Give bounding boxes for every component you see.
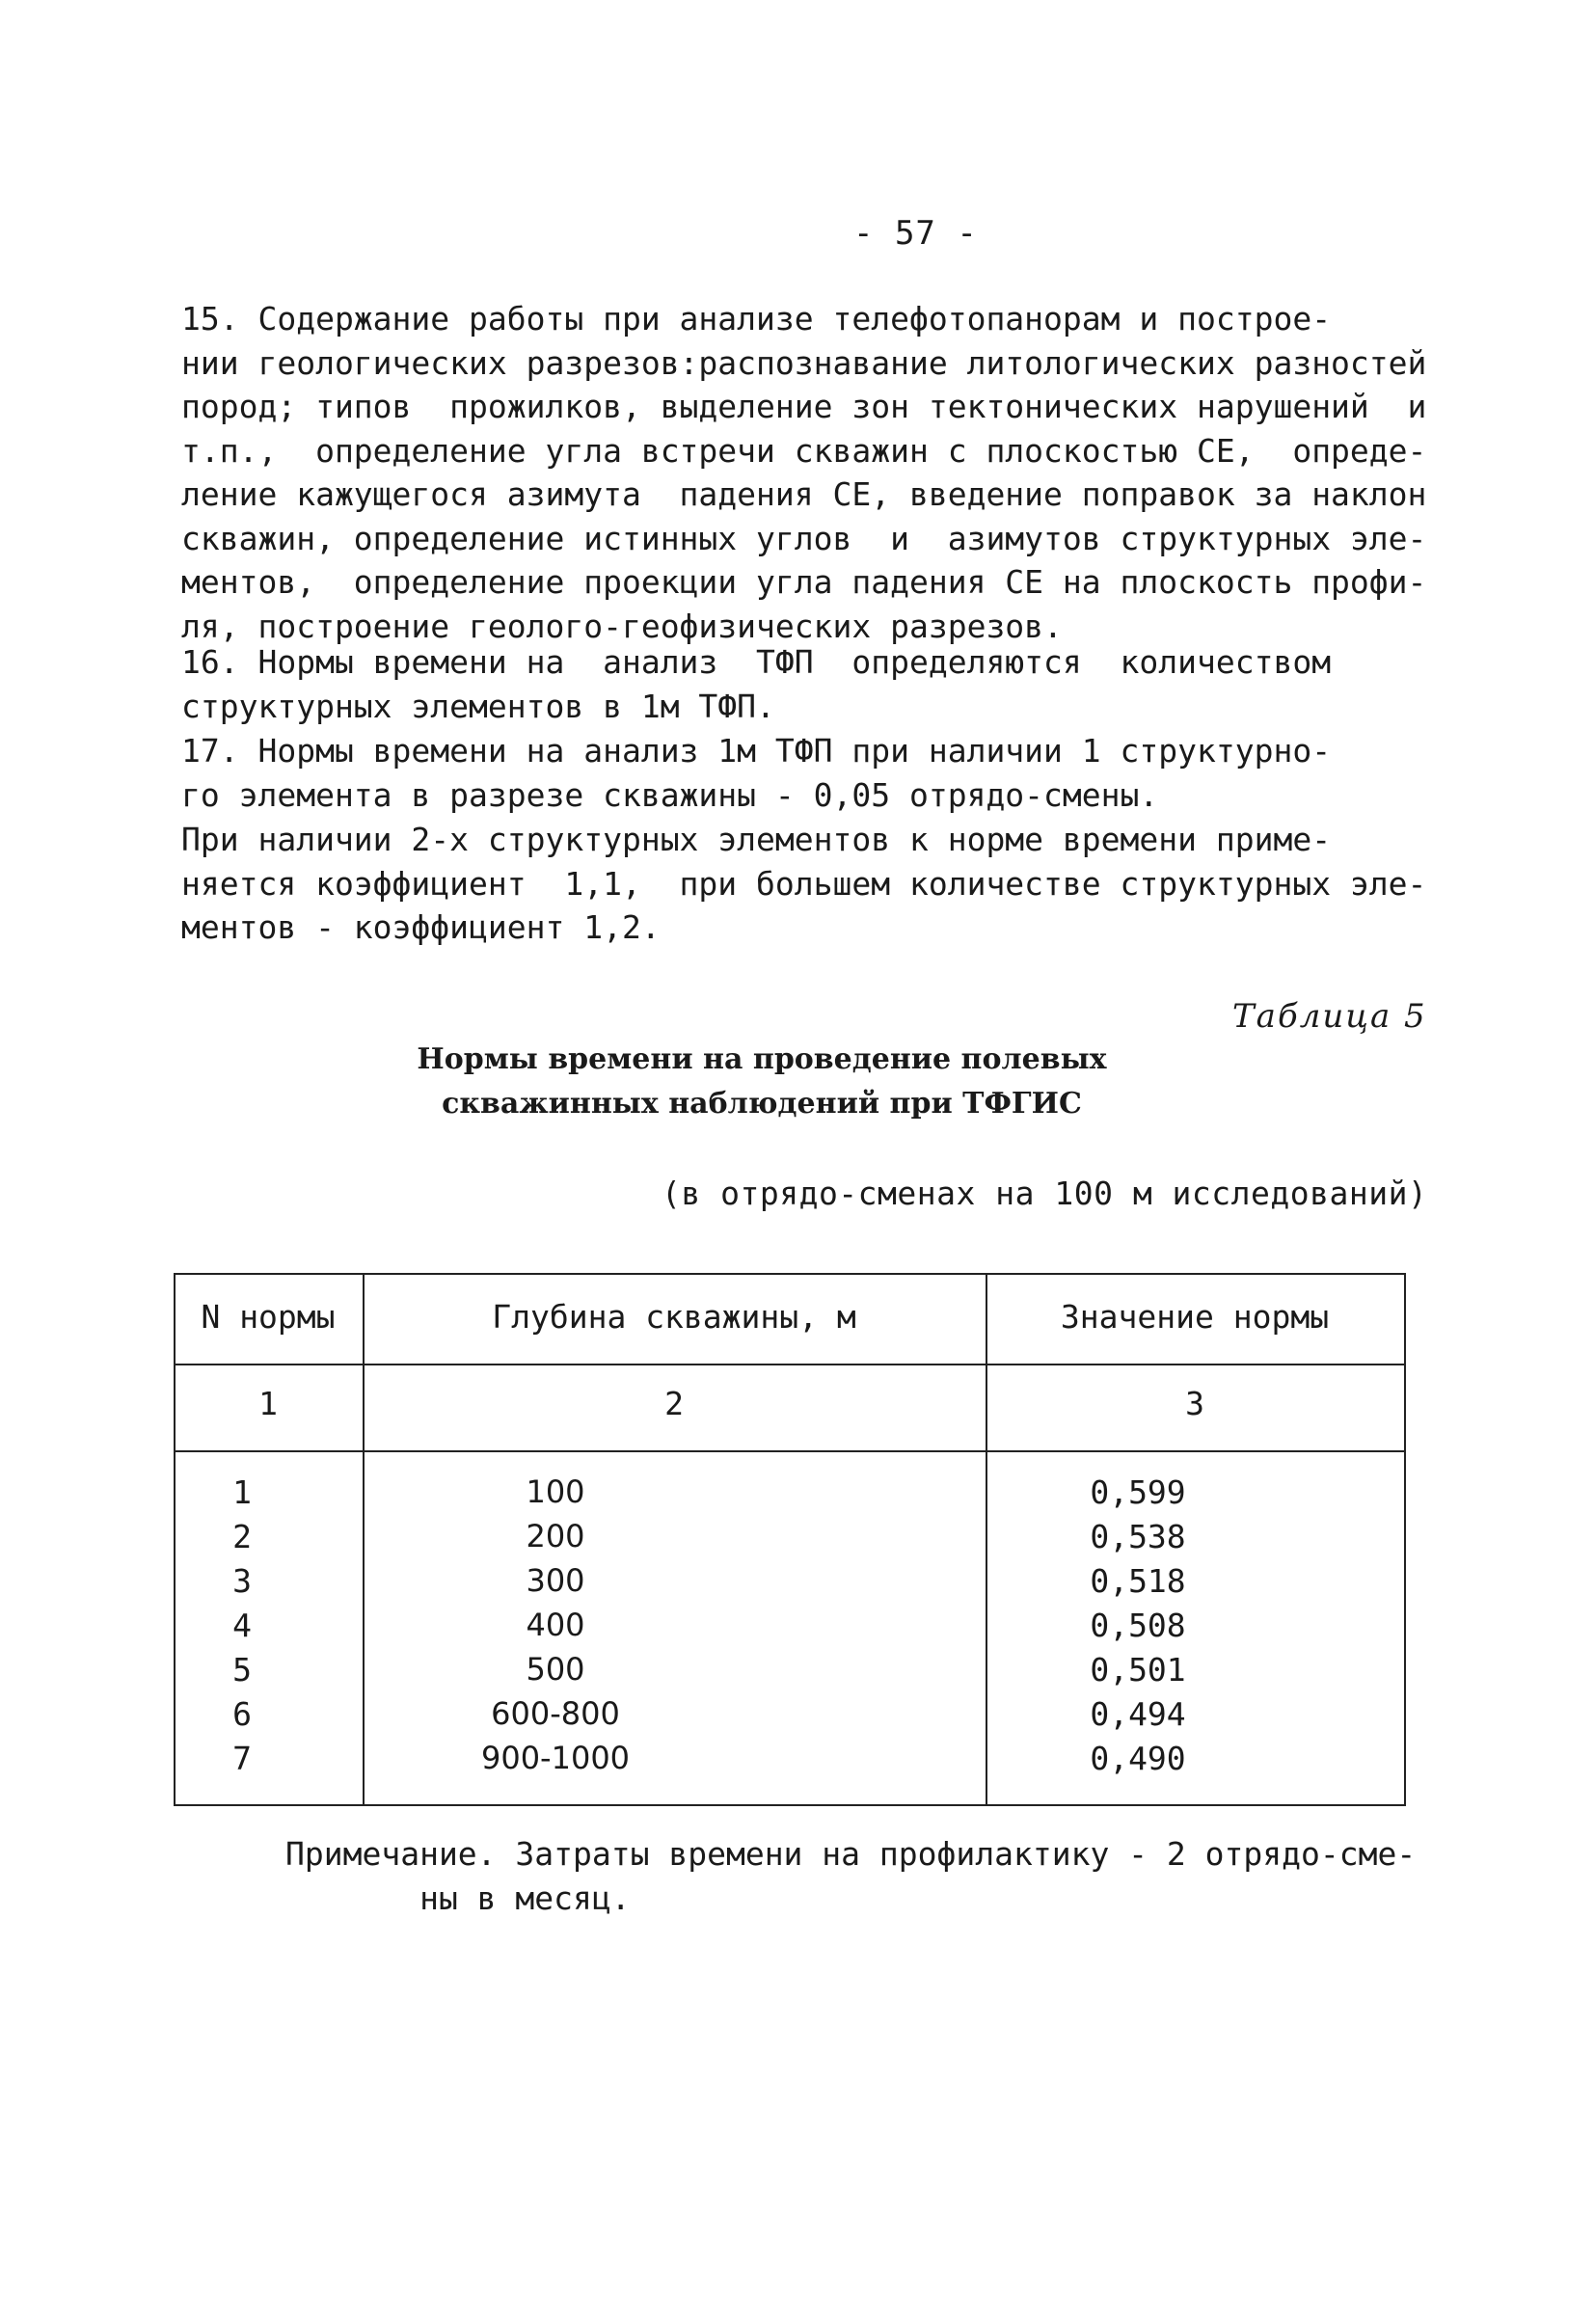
table-note: [285, 1832, 1416, 1921]
colnum-2: 2: [664, 1385, 684, 1422]
paragraph-17: [181, 729, 1435, 817]
row-depth: 400: [526, 1607, 585, 1643]
text-line: ментов, определение проекции угла падения СЕ на плоскость профи-: [181, 563, 1427, 601]
text-line: 15. Содержание работы при анализе телефотопанорам и построе-: [181, 300, 1332, 338]
row-norm-number: 2: [232, 1518, 252, 1555]
text-line: скважин, определение истинных углов и азимутов структурных эле-: [181, 519, 1427, 557]
row-depth: 500: [526, 1651, 585, 1688]
table-col-divider-2: [986, 1273, 987, 1806]
row-norm-number: 7: [232, 1740, 252, 1777]
row-depth: 600-800: [491, 1695, 620, 1732]
row-norm-number: 4: [232, 1607, 252, 1644]
text-line: При наличии 2-х структурных элементов к норме времени приме-: [181, 821, 1332, 858]
table-border-bottom: [174, 1804, 1406, 1806]
row-depth: 300: [526, 1562, 585, 1599]
text-line: пород; типов прожилков, выделение зон тектонических нарушений и: [181, 388, 1427, 425]
text-line: го элемента в разрезе скважины - 0,05 отрядо-смены.: [181, 775, 1159, 814]
paragraph-15: [181, 297, 1435, 648]
row-value: 0,494: [1090, 1695, 1186, 1733]
page-number: - 57 -: [853, 214, 978, 253]
row-norm-number: 3: [232, 1562, 252, 1600]
header-norm-number: N нормы: [201, 1298, 336, 1336]
row-value: 0,501: [1090, 1651, 1186, 1689]
text-line: ментов - коэффициент 1,2.: [181, 908, 661, 946]
row-norm-number: 5: [232, 1651, 252, 1689]
table-header-divider: [174, 1364, 1406, 1365]
note-line: Примечание. Затраты времени на профилактику - 2 отрядо-сме-: [285, 1835, 1417, 1873]
colnum-3: 3: [1185, 1385, 1204, 1422]
paragraph-16: [181, 640, 1435, 728]
text-line: ление кажущегося азимута падения СЕ, введение поправок за наклон: [181, 475, 1427, 513]
row-value: 0,538: [1090, 1518, 1186, 1555]
table-units: (в отрядо-сменах на 100 м исследований): [662, 1175, 1428, 1212]
table-title-line: Нормы времени на проведение полевых: [417, 1042, 1107, 1076]
text-line: 16. Нормы времени на анализ ТФП определяются количеством: [181, 643, 1332, 681]
text-line: няется коэффициент 1,1, при большем количестве структурных эле-: [181, 864, 1427, 903]
table-colnum-divider: [174, 1450, 1406, 1452]
text-line: ля, построение геолого-геофизических разрезов.: [181, 607, 1063, 645]
paragraph-17-continued: [181, 818, 1435, 950]
text-line: 17. Нормы времени на анализ 1м ТФП при наличии 1 структурно-: [181, 732, 1332, 770]
row-value: 0,490: [1090, 1740, 1186, 1777]
row-depth: 100: [526, 1473, 585, 1510]
header-value: Значение нормы: [1060, 1298, 1330, 1336]
header-depth: Глубина скважины, м: [492, 1298, 856, 1336]
table-label: Таблица 5: [1232, 997, 1427, 1036]
text-line: структурных элементов в 1м ТФП.: [181, 687, 775, 725]
row-value: 0,508: [1090, 1607, 1186, 1644]
norms-table: [174, 1273, 1406, 1806]
table-border-top: [174, 1273, 1406, 1275]
row-norm-number: 6: [232, 1695, 252, 1733]
row-value: 0,599: [1090, 1473, 1186, 1511]
table-border-right: [1404, 1273, 1406, 1806]
table-title-line: скважинных наблюдений при ТФГИС: [442, 1087, 1082, 1121]
table-title: [366, 1038, 1157, 1126]
row-depth: 200: [526, 1518, 585, 1554]
colnum-1: 1: [258, 1385, 278, 1422]
row-depth: 900-1000: [480, 1740, 631, 1776]
note-line: ны в месяц.: [285, 1879, 631, 1917]
row-value: 0,518: [1090, 1562, 1186, 1600]
text-line: т.п., определение угла встречи скважин с плоскостью СЕ, опреде-: [181, 431, 1427, 470]
row-norm-number: 1: [232, 1473, 252, 1511]
text-line: нии геологических разрезов:распознавание литологических разностей: [181, 343, 1427, 382]
